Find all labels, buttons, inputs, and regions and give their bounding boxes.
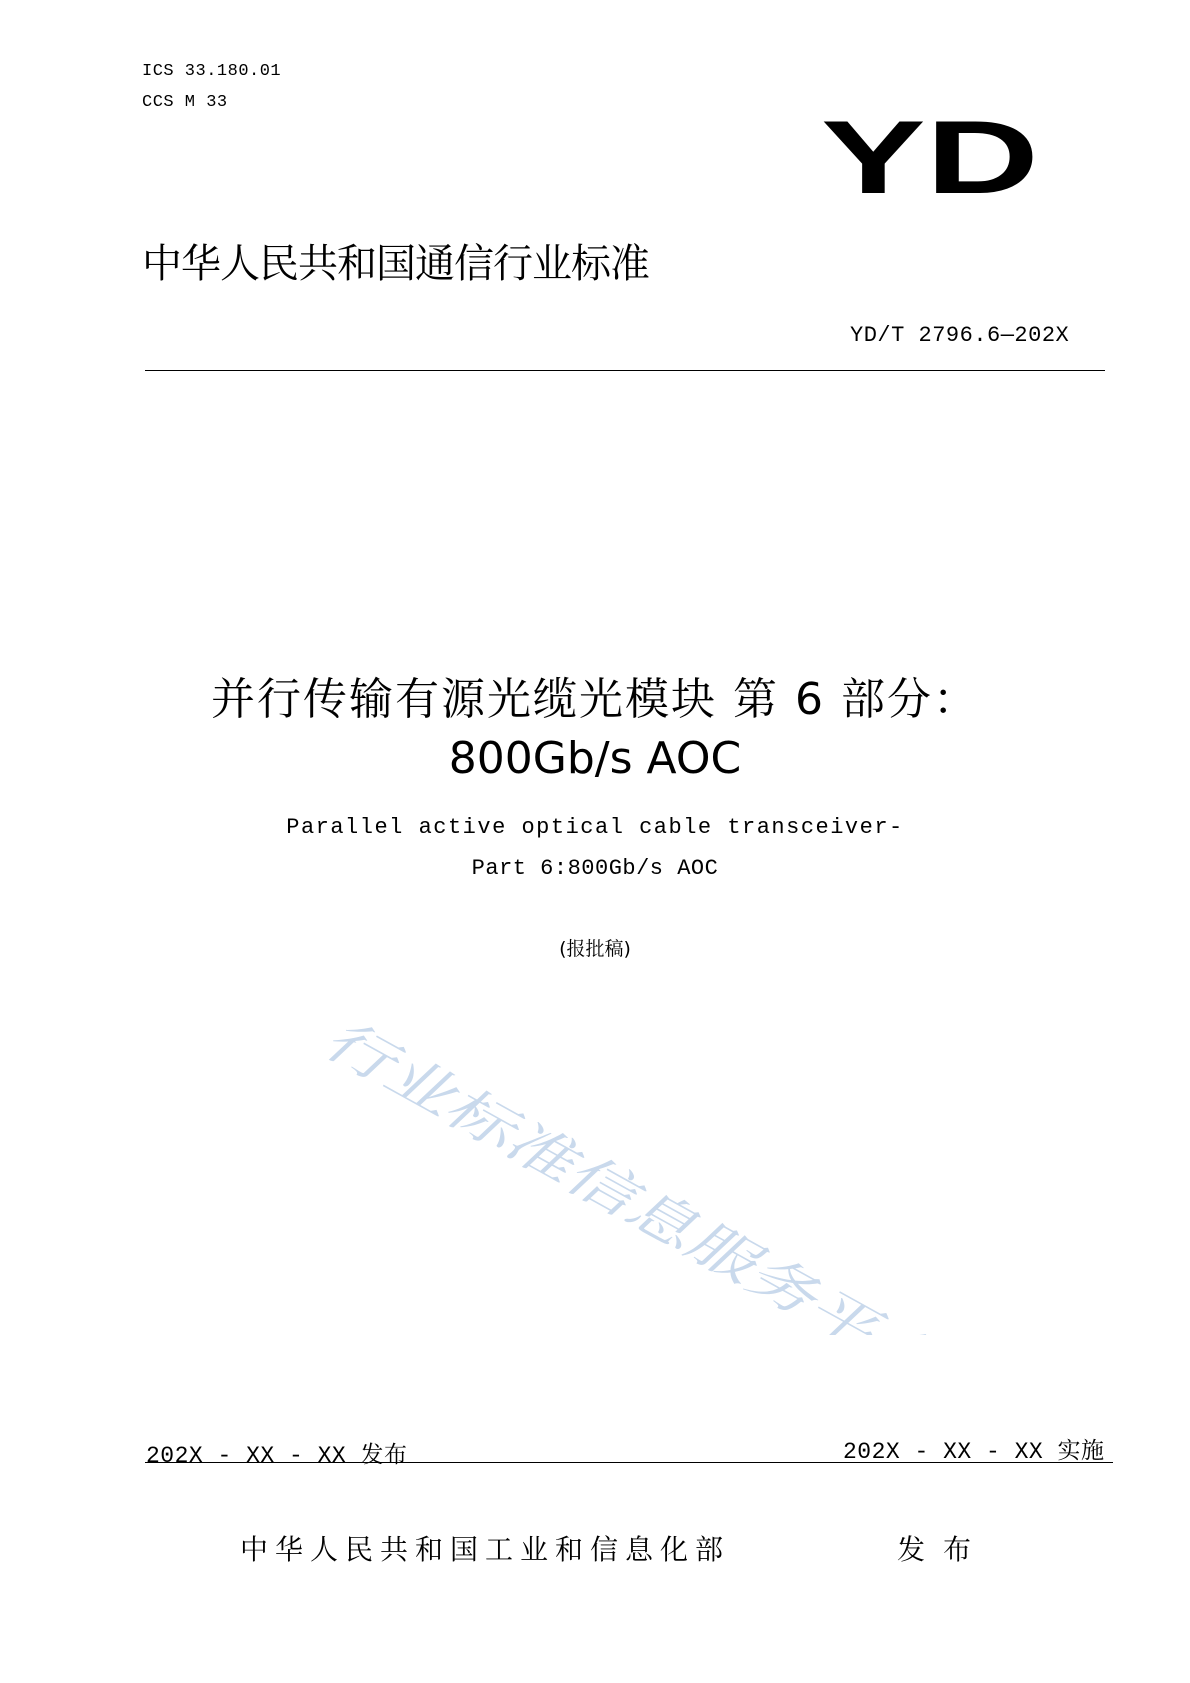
title-cn-line1: 并行传输有源光缆光模块 第 6 部分：	[211, 674, 979, 725]
footer-rule	[145, 1462, 1113, 1463]
standard-number: YD/T 2796.6—202X	[850, 323, 1070, 348]
title-cn-line2: 800Gb/s AOC	[448, 733, 742, 784]
watermark	[300, 1005, 1000, 1335]
ics-code: ICS 33.180.01	[142, 62, 282, 81]
title-en-line1: Parallel active optical cable transceiver-	[286, 815, 904, 840]
standard-category: 中华人民共和国通信行业标准	[142, 241, 649, 287]
yd-logo	[820, 113, 1040, 203]
watermark-text: 行业标准信息服务平台	[313, 1006, 817, 1324]
publish-word: 发布	[897, 1533, 990, 1566]
issue-date: 202X - XX - XX 发布	[146, 1443, 408, 1469]
yd-logo-text: YD	[821, 113, 1039, 203]
header-rule	[145, 370, 1105, 371]
title-en-line2: Part 6:800Gb/s AOC	[471, 856, 719, 881]
implement-date: 202X - XX - XX 实施	[843, 1439, 1105, 1465]
publisher: 中华人民共和国工业和信息化部	[240, 1533, 731, 1566]
ccs-code: CCS M 33	[142, 93, 228, 112]
draft-status: (报批稿)	[559, 938, 631, 960]
